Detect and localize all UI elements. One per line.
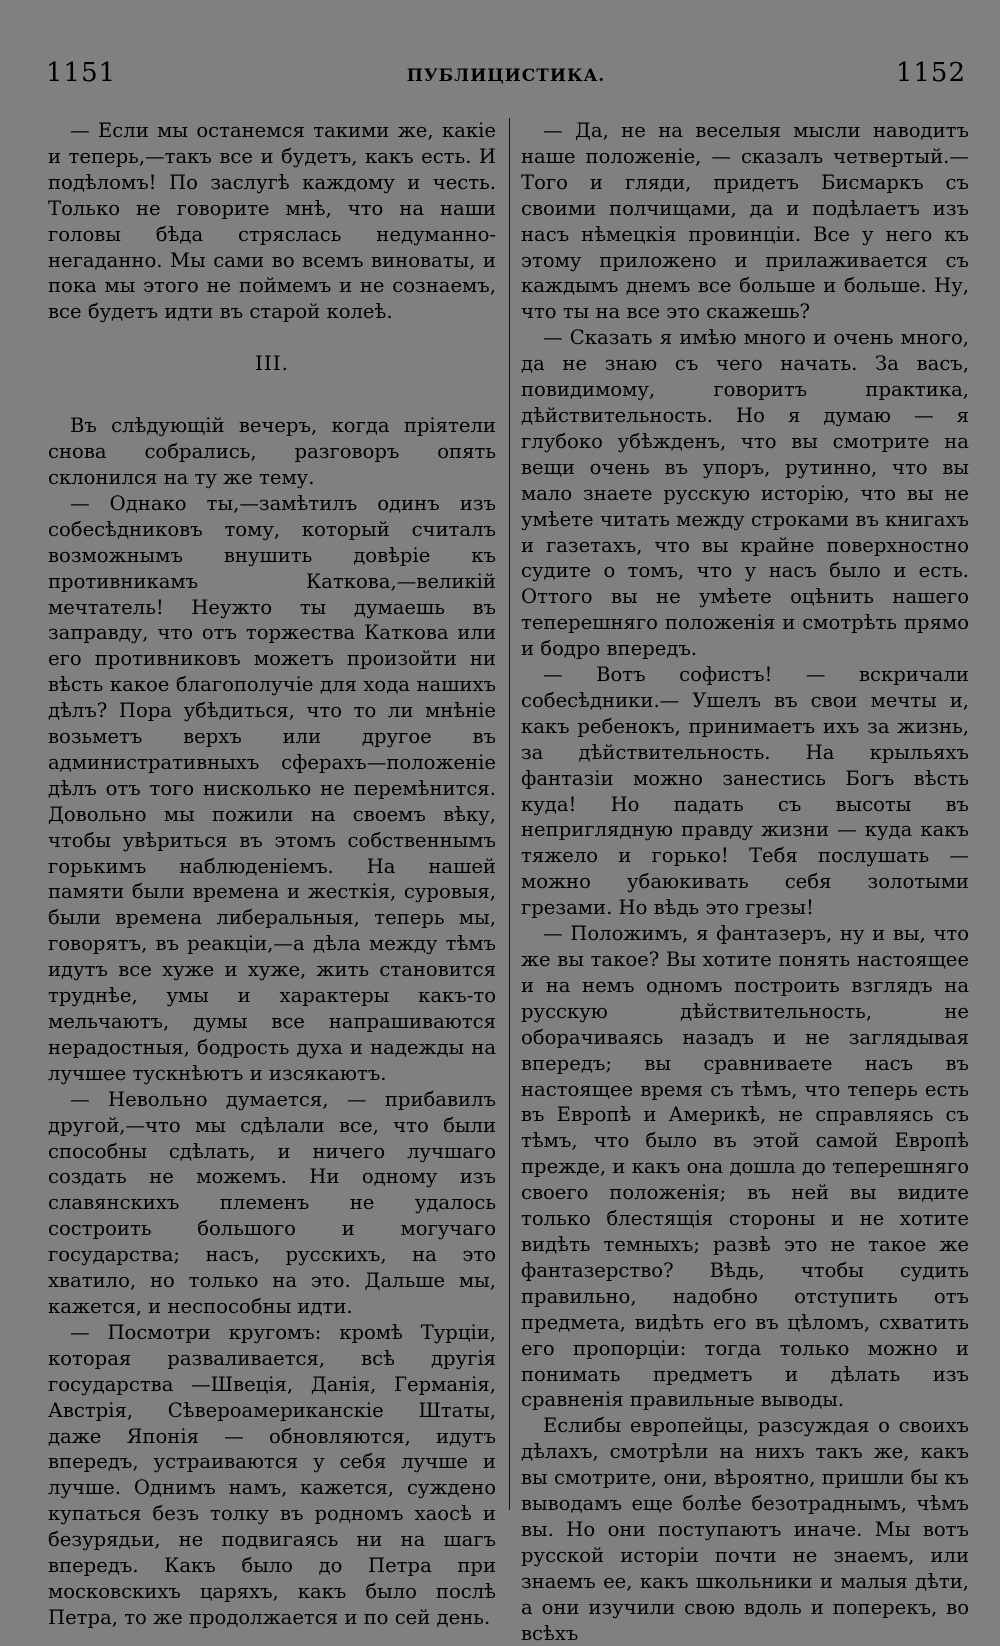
page-number-right: 1152 [895, 58, 966, 88]
page-number-left: 1151 [46, 58, 117, 88]
page-header [46, 58, 966, 98]
paragraph: — Невольно думается, — прибавилъ другой,—что мы сдѣлали все, что были способны сдѣлать, и ничего лучшаго создать не можемъ. Ни одному изъ славянскихъ племенъ не удалось состроить большого и могучаго государства; насъ, русскихъ, на это хватило, но только на это. Дальше мы, кажется, и неспособны идти. [48, 1087, 496, 1318]
paragraph: — Вотъ софистъ! — вскричали собесѣдники.— Ушелъ въ свои мечты и, какъ ребенокъ, принимаетъ ихъ за жизнь, за дѣйствительность. На крыльяхъ фантазіи можно занестись Богъ вѣсть куда! Но падать съ высоты въ неприглядную правду жизни — куда какъ тяжело и горько! Тебя послушать — можно убаюкивать себя золотыми грезами. Но вѣдь это грезы! [521, 663, 969, 920]
section-heading: III. [254, 351, 290, 376]
paragraph: — Сказать я имѣю много и очень много, да не знаю съ чего начать. За васъ, повидимому, говоритъ практика, дѣйствительность. Но я думаю — я глубоко убѣжденъ, что вы смотрите на вещи очень въ упоръ, рутинно, что вы мало знаете русскую исторію, что вы не умѣете читать между строками въ книгахъ и газетахъ, что вы крайне поверхностно судите о томъ, что у насъ было и есть. Оттого вы не умѣете оцѣнить нашего теперешняго положенія и смотрѣть прямо и бодро впередъ. [521, 326, 969, 661]
paragraph: Въ слѣдующій вечеръ, когда пріятели снова собрались, разговоръ опять склонился на ту же тему. [48, 414, 496, 489]
paragraph: Еслибы европейцы, разсуждая о своихъ дѣлахъ, смотрѣли на нихъ такъ же, какъ вы смотрите, они, вѣроятно, пришли бы къ выводамъ еще болѣе безотраднымъ, чѣмъ вы. Но они поступаютъ иначе. Мы вотъ русской исторіи почти не знаемъ, или знаемъ ее, какъ школьники и малыя дѣти, а они изучили свою вдоль и поперекъ, во всѣхъ [521, 1414, 969, 1645]
paragraph: — Положимъ, я фантазеръ, ну и вы, что же вы такое? Вы хотите понять настоящее и на немъ одномъ построить взглядъ на русскую дѣйствительность, не оборачиваясь назадъ и не заглядывая впередъ; вы сравниваете насъ въ настоящее время съ тѣмъ, что теперь есть въ Европѣ и Америкѣ, не справляясь съ тѣмъ, что было въ этой самой Европѣ прежде, и какъ она дошла до теперешняго своего положенія; въ ней вы видите только блестящія стороны и не хотите видѣть темныхъ; развѣ это не такое же фантазерство? Вѣдь, чтобы судить правильно, надобно отступить отъ предмета, видѣть его въ цѣломъ, схватить его пропорціи: тогда только можно и понимать предметъ и дѣлать изъ сравненія правильные выводы. [521, 922, 969, 1412]
column-divider [509, 118, 510, 1510]
right-column [521, 118, 969, 1646]
running-title: ПУБЛИЦИСТИКА. [406, 66, 606, 86]
paragraph: — Если мы останемся такими же, какіе и теперь,—такъ все и будетъ, какъ есть. И подѣломъ! По заслугѣ каждому и честь. Только не говорите мнѣ, что на наши головы бѣда стряслась недуманно-негаданно. Мы сами во всемъ виноваты, и пока мы этого не поймемъ и не сознаемъ, все будетъ идти въ старой колеѣ. [48, 119, 496, 324]
paragraph: — Да, не на веселыя мысли наводитъ наше положеніе, — сказалъ четвертый.—Того и гляди, придетъ Бисмаркъ съ своими полчищами, да и подѣлаетъ изъ насъ нѣмецкія провинціи. Все у него къ этому приложено и прилаживается съ каждымъ днемъ все больше и больше. Ну, что ты на все это скажешь? [521, 119, 969, 324]
paragraph: — Однако ты,—замѣтилъ одинъ изъ собесѣдниковъ тому, который считалъ возможнымъ внушить довѣріе къ противникамъ Каткова,—великій мечтатель! Неужто ты думаешь въ заправду, что отъ торжества Каткова или его противниковъ можетъ произойти ни вѣсть какое благополучіе для хода нашихъ дѣлъ? Пора убѣдиться, что то ли мнѣніе возьметъ верхъ или другое въ административныхъ сферахъ—положеніе дѣлъ отъ того нисколько не перемѣнится. Довольно мы пожили на своемъ вѣку, чтобы увѣриться въ этомъ собственнымъ горькимъ наблюденіемъ. На нашей памяти были времена и жесткія, суровыя, были времена либеральныя, теперь мы, говорятъ, въ реакціи,—а дѣла между тѣмъ идутъ все хуже и хуже, жить становится труднѣе, умы и характеры какъ-то мельчаютъ, думы все напрашиваются нерадостныя, бодрость духа и надежды на лучшее тускнѣютъ и изсякаютъ. [48, 491, 496, 1085]
paragraph: — Посмотри кругомъ: кромѣ Турціи, которая разваливается, всѣ другія государства —Швеція, Данія, Германія, Австрія, Сѣвероамериканскіе Штаты, даже Японія — обновляются, идутъ впередъ, устраиваются у себя лучше и лучше. Однимъ намъ, кажется, суждено купаться безъ толку въ родномъ хаосѣ и безурядьи, не подвигаясь ни на шагъ впередъ. Какъ было до Петра при московскихъ царяхъ, какъ было послѣ Петра, то же продолжается и по сей день. [48, 1320, 496, 1629]
left-column [48, 118, 496, 1631]
